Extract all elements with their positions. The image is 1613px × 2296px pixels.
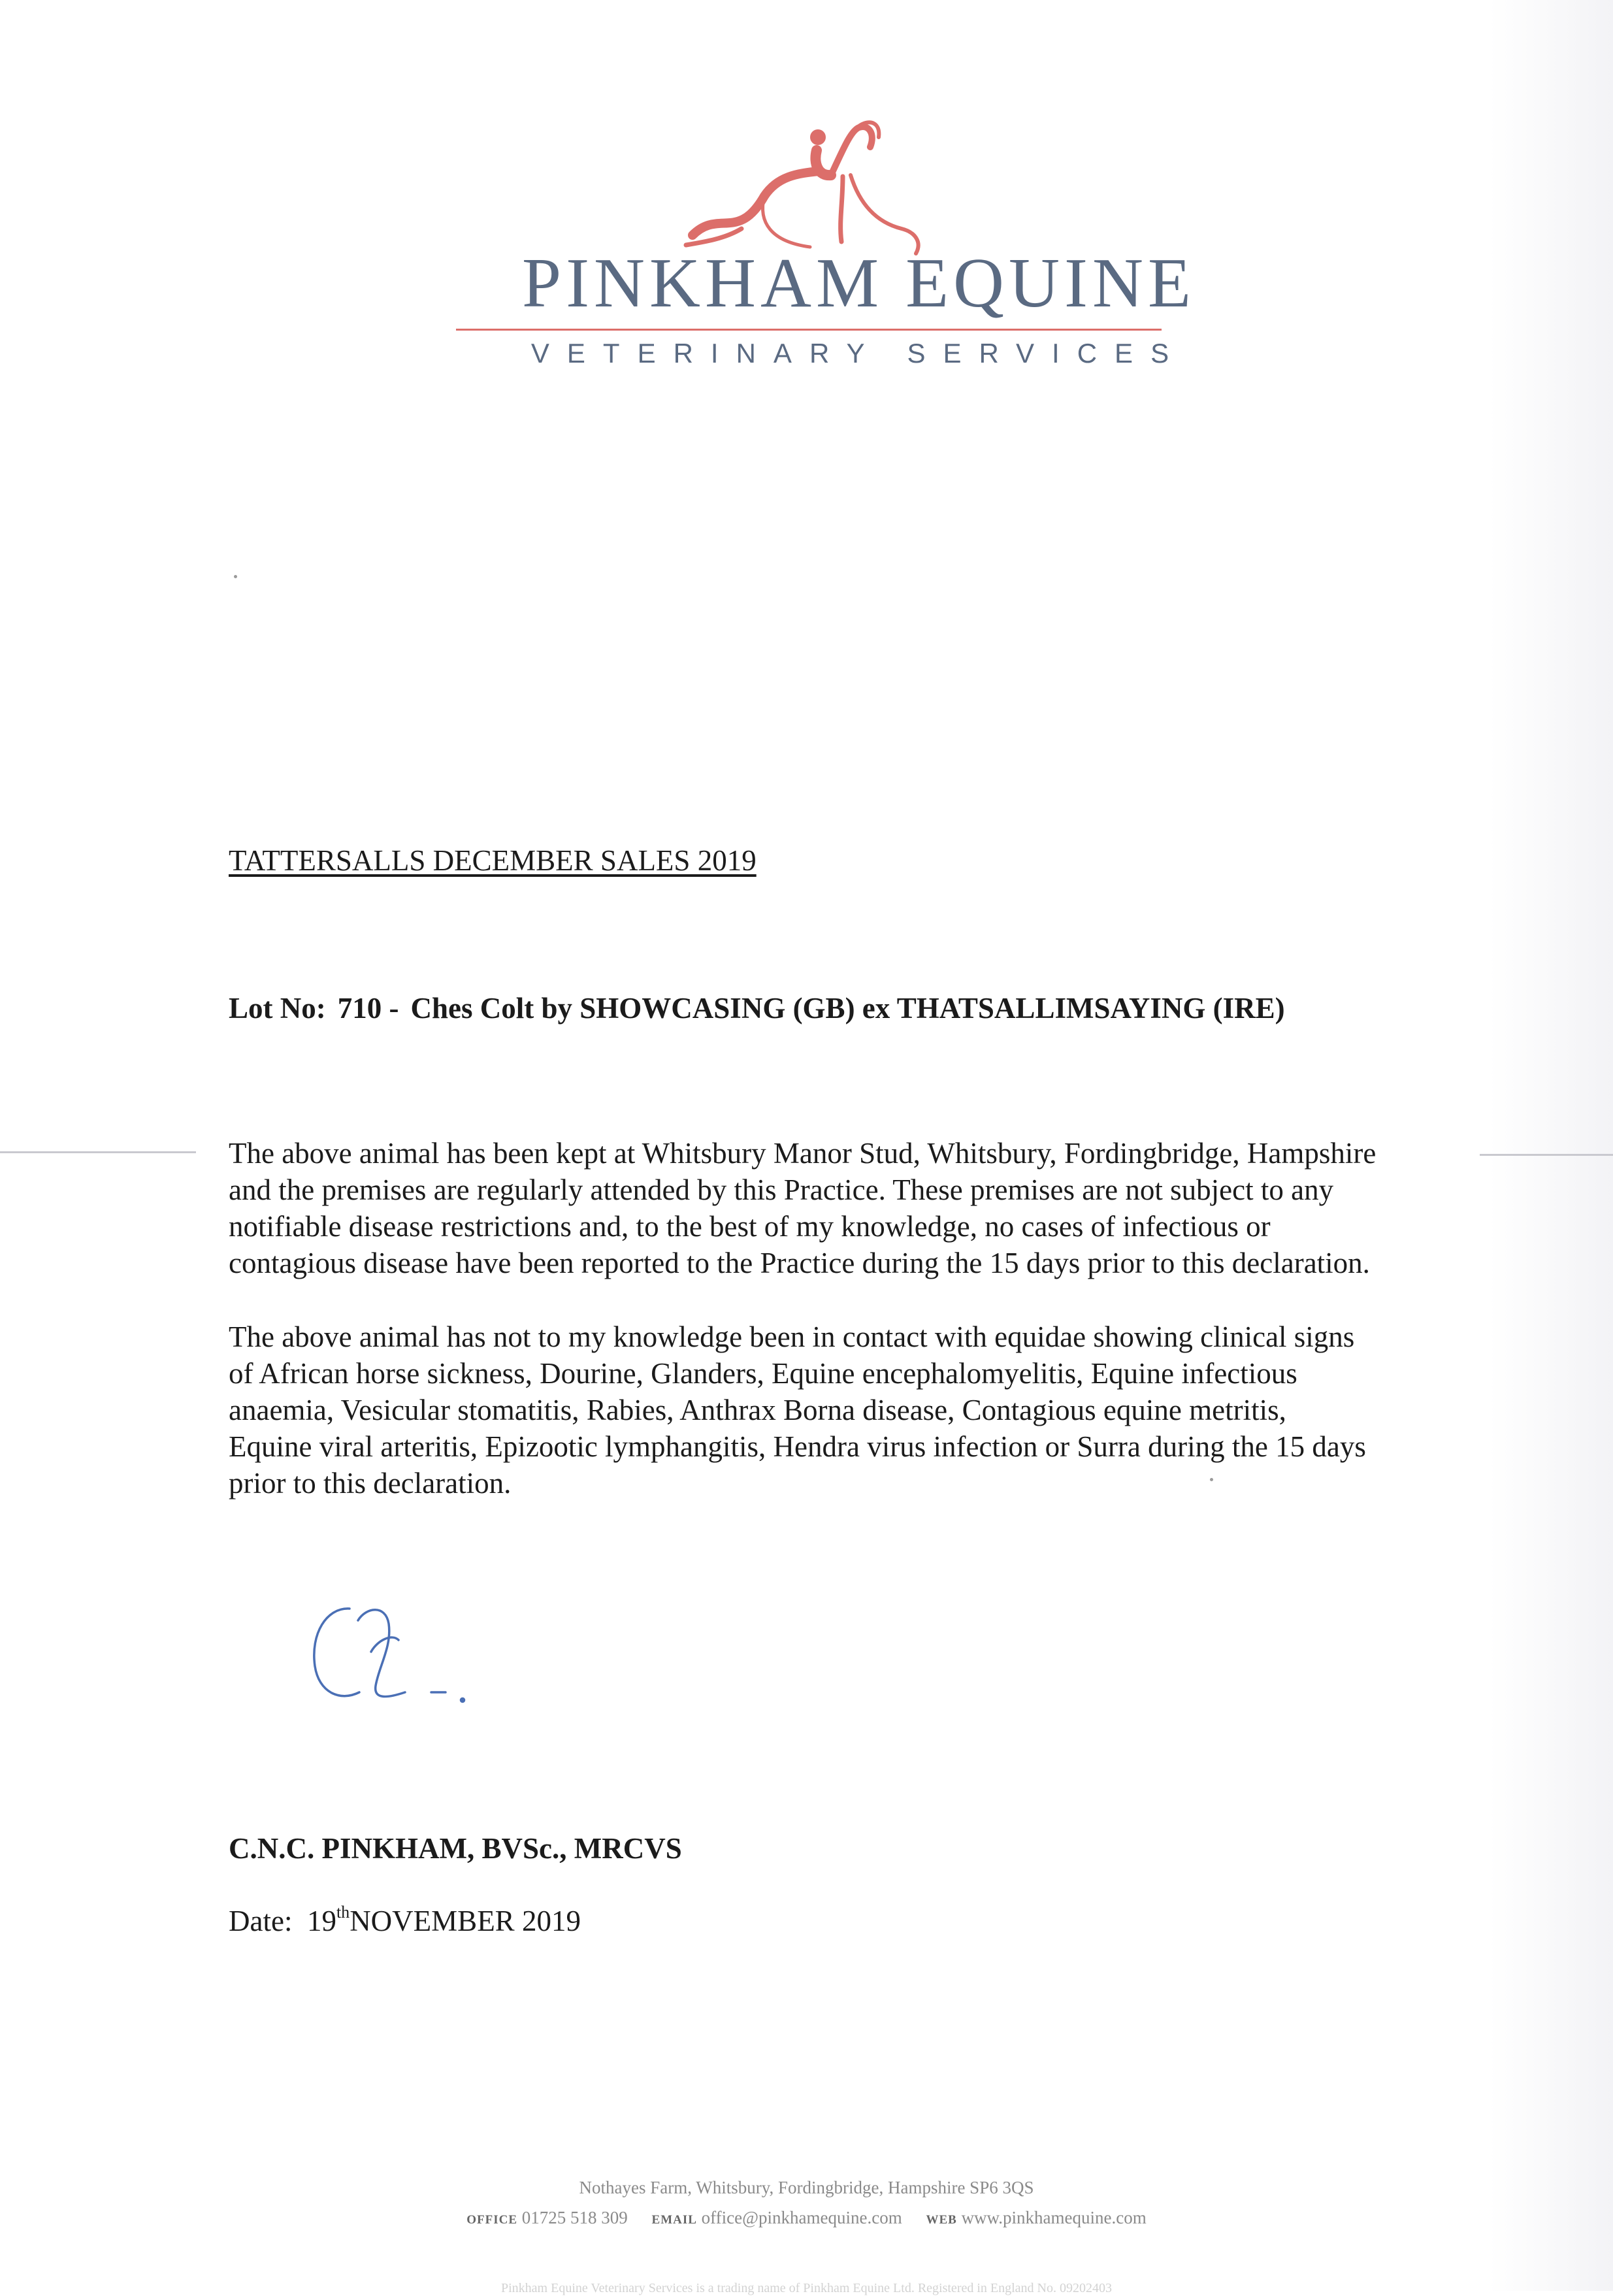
handwritten-signature [301,1594,549,1745]
brand-subtitle: VETERINARY SERVICES [530,338,1187,369]
footer-legal: Pinkham Equine Veterinary Services is a trading name of Pinkham Equine Ltd. Registered in England No. 09202403 [501,2281,1112,2295]
office-phone: 01725 518 309 [521,2208,628,2227]
date-day: 19 [306,1905,336,1937]
scan-artifact-line-right [1480,1154,1613,1156]
footer-address: Nothayes Farm, Whitsbury, Fordingbridge, Hampshire SP6 3QS [579,2178,1034,2197]
paragraph-line: Equine viral arteritis, Epizootic lymphangitis, Hendra virus infection or Surra during the 15 days [229,1430,1366,1463]
paragraph-line: anaemia, Vesicular stomatitis, Rabies, Anthrax Borna disease, Contagious equine metritis, [229,1394,1286,1426]
footer-contacts [0,2208,1613,2228]
website: www.pinkhamequine.com [961,2208,1147,2227]
date-suffix: th [336,1903,350,1922]
lot-line [229,994,1285,1023]
brand-underline [456,329,1162,331]
paragraph-line: and the premises are regularly attended by this Practice. These premises are not subject to any [229,1173,1334,1206]
date-month-year: NOVEMBER 2019 [350,1905,581,1937]
date-label: Date: [229,1905,293,1937]
lot-label: Lot No: [229,992,326,1025]
lot-description: Ches Colt by SHOWCASING (GB) ex THATSALLIMSAYING (IRE) [410,992,1285,1025]
brand-name: PINKHAM EQUINE [522,244,1196,322]
email-label: EMAIL [651,2213,697,2227]
paragraph-line: of African horse sickness, Dourine, Glanders, Equine encephalomyelitis, Equine infectious [229,1357,1297,1390]
sale-title: TATTERSALLS DECEMBER SALES 2019 [229,844,757,877]
signer-name: C.N.C. PINKHAM, BVSc., MRCVS [229,1832,682,1865]
office-label: OFFICE [466,2213,518,2227]
paragraph-line: contagious disease have been reported to the Practice during the 15 days prior to this declaration. [229,1247,1370,1279]
web-label: WEB [926,2213,957,2227]
lot-number: 710 - [337,992,399,1025]
paragraph-line: The above animal has been kept at Whitsbury Manor Stud, Whitsbury, Fordingbridge, Hampshire [229,1137,1377,1170]
email-address: office@pinkhamequine.com [701,2208,902,2227]
date-line [229,1903,581,1937]
scan-speck [234,575,237,578]
paragraph-line: prior to this declaration. [229,1467,512,1500]
scan-artifact-line-left [0,1151,196,1153]
paragraph-line: notifiable disease restrictions and, to the best of my knowledge, no cases of infectious or [229,1210,1271,1243]
premises-paragraph [229,1135,1470,1281]
contact-paragraph [229,1319,1470,1501]
paragraph-line: The above animal has not to my knowledge been in contact with equidae showing clinical signs [229,1320,1355,1353]
